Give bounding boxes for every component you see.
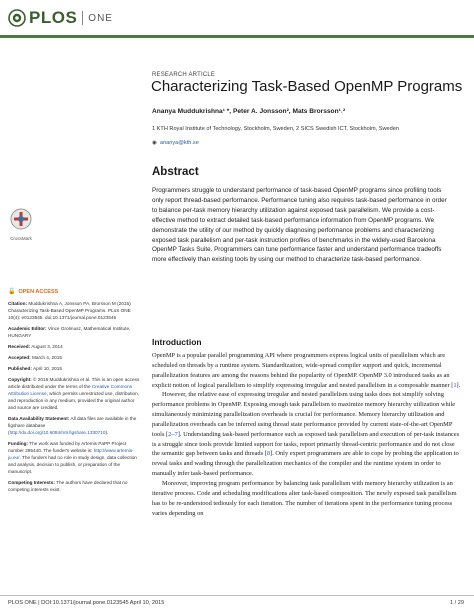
published-block: [8, 365, 143, 372]
license-link[interactable]: Creative Commons Attribution License: [8, 384, 133, 396]
footer-rule: [0, 595, 474, 596]
logo-divider: [82, 11, 83, 25]
citation-block: [8, 300, 143, 321]
reference-link[interactable]: 7: [174, 430, 178, 438]
reference-link[interactable]: 8: [266, 450, 271, 458]
funding-label: Funding:: [8, 441, 29, 446]
intro-paragraph-3: Moreover, improving program performance by balancing task parallelism with memory hierarchy utilization is an iterative process. Code and scheduling modifications alter task-based composition. The newly exposed task parallelism has to be re-understood tediously for each iteration. The number of iterations spent in the performance tuning process varies depending on: [152, 479, 457, 517]
plos-logo-icon: [8, 9, 26, 27]
data-availability-end: ).: [105, 430, 109, 435]
plos-one-logo: [8, 6, 113, 30]
citation-label: Citation:: [8, 301, 28, 306]
open-lock-icon: 🔓: [8, 289, 16, 295]
received-date: August 3, 2014: [31, 344, 63, 349]
introduction-heading: Introduction: [152, 337, 202, 347]
intro-p2-text: However, the relative ease of expressing irregular and nested parallelism using tasks does not simplify solving performance problems in OpenMP. Exposing enough task parallelism to maximize memory hierarchy utilization while simultaneously minimizing parallelization overheads is crucial for performance. Memory hierarchy utilization and parallelization overheads can be inferred using thread state performance provided by current state-of-the-art OpenMP tools [: [152, 391, 456, 438]
email-link[interactable]: ananya@kth.se: [159, 140, 199, 146]
crossmark-badge[interactable]: [8, 208, 34, 241]
received-label: Received:: [8, 344, 31, 349]
intro-p1-text: OpenMP is a popular parallel programming API where programmers express logical units of parallelism which are scheduled on threads by a runtime system. Standardization, wide-spread compiler support and quick, incremental parallelization features are among the reasons behind the popularity of OpenMP. OpenMP 3.0 introduced tasks as an explicit notion of logical parallelism to simplify expressing irregular and nested parallelism in a composable manner [: [152, 352, 454, 389]
crossmark-label: CrossMark: [10, 236, 32, 241]
funding-block: [8, 440, 143, 475]
accepted-block: [8, 354, 143, 361]
article-title: Characterizing Task-Based OpenMP Programs: [151, 78, 463, 95]
abstract-paragraph: Programmers struggle to understand performance of task-based OpenMP programs since profiling tools only report thread-based performance. Performance tuning also requires task-based performance in order to balance per-task memory hierarchy utilization against exposed task parallelism. We provide a cost-effective method to extract detailed task-based performance information from OpenMP programs. We demonstrate the utility of our method by quickly diagnosing performance problems and characterizing exposed task parallelism and per-task instruction profiles of benchmarks in the widely-used Barcelona OpenMP Tasks Suite. Programmers can tune performance faster and understand performance tradeoffs more effectively than existing tools by using our method to characterize task-based performance.: [152, 187, 447, 264]
data-availability-label: Data Availability Statement:: [8, 416, 70, 421]
competing-interests-block: [8, 479, 143, 493]
copyright-text-end: , which permits unrestricted use, distribution, and reproduction in any medium, provided the original author and source are credited.: [8, 391, 140, 410]
competing-interests-text: The authors have declared that no competing interests exist.: [8, 480, 128, 492]
funding-text: The work was funded by Artemis PaPP Project number 295440. The funder's website is:: [8, 441, 127, 453]
article-type: RESEARCH ARTICLE: [152, 72, 216, 78]
footer-citation: PLOS ONE | DOI:10.1371/journal.pone.0123545 April 10, 2015: [8, 600, 165, 606]
header-rule: [0, 35, 474, 38]
copyright-block: [8, 376, 143, 411]
intro-paragraph-1: [152, 351, 462, 390]
competing-interests-label: Competing Interests:: [8, 480, 55, 485]
published-label: Published:: [8, 366, 32, 371]
intro-p1-end: ].: [456, 381, 461, 389]
funder-link[interactable]: http://www.artemis-ju.eu/: [8, 448, 134, 460]
corresponding-email-row: [152, 140, 199, 146]
accepted-date: March 4, 2015: [31, 355, 62, 360]
intro-p2-text-mid: ]. Understanding task-based performance such as exposed task parallelism and execution of per-task instances is a struggle since tools provide limited support for tasks, report primarily thread-centric performance and do not close the semantic gap between tasks and threads [: [152, 430, 460, 458]
reference-link[interactable]: 1: [453, 381, 457, 389]
funding-text-end: . The funders had no role in study design, data collection and analysis, decision to publish, or preparation of the manuscript.: [8, 455, 137, 474]
intro-p2-dash: –: [171, 430, 175, 438]
author-list: Ananya Muddukrishna¹ *, Peter A. Jonsson², Mats Brorsson¹˒²: [152, 108, 346, 115]
figshare-link[interactable]: http://dx.doi.org/10.6084/m9.figshare.1330710: [9, 430, 106, 435]
data-availability-text: All data files are available in the figshare database (: [8, 416, 137, 435]
corresponding-author-icon: ◉: [152, 140, 157, 146]
page-number: 1 / 29: [450, 600, 464, 606]
copyright-label: Copyright:: [8, 377, 32, 382]
article-info-sidebar: [8, 300, 143, 497]
editor-text: Vince Grolmusz, Mathematical Institute, HUNGARY: [8, 326, 131, 338]
accepted-label: Accepted:: [8, 355, 31, 360]
data-availability-block: [8, 415, 143, 436]
intro-paragraph-2: [152, 390, 462, 479]
published-date: April 10, 2015: [33, 366, 62, 371]
logo-text: PLOS: [29, 8, 78, 27]
intro-p2-end: ]. Only expert programmers are able to cope by probing the application to reveal tasks and wading through the parallelization mechanics of the compiler and the runtime system in order to manually infer task-based performance.: [152, 450, 459, 478]
editor-label: Academic Editor:: [8, 326, 47, 331]
received-block: [8, 343, 143, 350]
journal-name: ONE: [88, 12, 113, 24]
open-access-badge: [8, 288, 58, 295]
abstract-heading: Abstract: [152, 166, 199, 178]
copyright-text: © 2015 Muddukrishna et al. This is an open access article distributed under the terms of the: [8, 377, 140, 389]
editor-block: [8, 325, 143, 339]
abstract-text: [152, 186, 452, 265]
affiliations: 1 KTH Royal Institute of Technology, Stockholm, Sweden, 2 SICS Swedish ICT, Stockholm, Sweden: [152, 126, 399, 132]
crossmark-icon: [10, 208, 32, 230]
introduction-text: [152, 351, 462, 518]
citation-text: Muddukrishna A, Jonsson PA, Brorsson M (2015) Characterizing Task-Based OpenMP Programs. PLoS ONE 10(4): e0123545. doi:10.1371/journal.pone.0123545: [8, 301, 131, 320]
reference-link[interactable]: 2: [168, 430, 172, 438]
open-access-label: OPEN ACCESS: [18, 288, 59, 295]
